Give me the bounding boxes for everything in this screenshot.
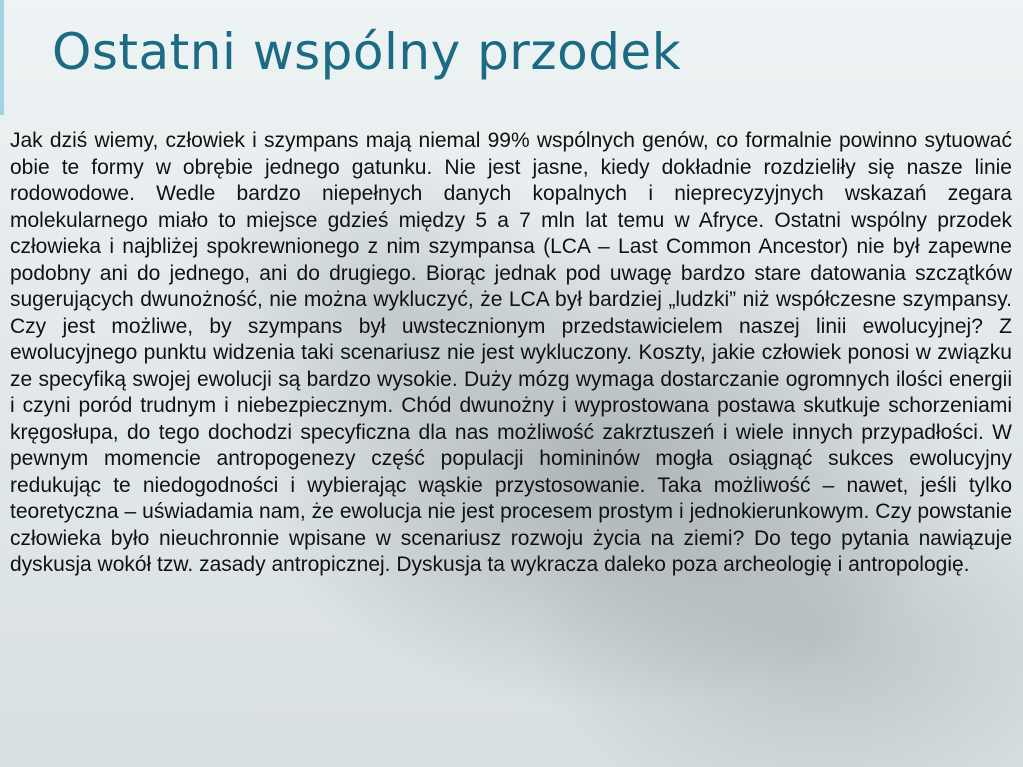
slide-body-text: Jak dziś wiemy, człowiek i szympans mają niemal 99% wspólnych genów, co formalnie powinno sytuować obie te formy w obrębie jednego gatunku. Nie jest jasne, kiedy dokładnie rozdzieliły się nasze linie rodowodowe. Wedle bardzo niepełnych danych kopalnych i nieprecyzyjnych wskazań zegara molekularnego miało to miejsce gdzieś między 5 a 7 mln lat temu w Afryce. Ostatni wspólny przodek człowieka i najbliżej spokrewnionego z nim szympansa (LCA – Last Common Ancestor) nie był zapewne podobny ani do jednego, ani do drugiego. Biorąc jednak pod uwagę bardzo stare datowania szczątków sugerujących dwunożność, nie można wykluczyć, że LCA był bardziej „ludzki” niż współczesne szympansy. Czy jest możliwe, by szympans był uwstecznionym przedstawicielem naszej linii ewolucyjnej? Z ewolucyjnego punktu widzenia taki scenariusz nie jest wykluczony. Koszty, jakie człowiek ponosi w związku ze specyfiką swojej ewolucji są bardzo wysokie. Duży mózg wymaga dostarczanie ogromnych ilości energii i czyni poród trudnym i niebezpiecznym. Chód dwunożny i wyprostowana postawa skutkuje schorzeniami kręgosłupa, do tego dochodzi specyficzna dla nas możliwość zakrztuszeń i wiele innych przypadłości. W pewnym momencie antropogenezy część populacji homininów mogła osiągnąć sukces ewolucyjny redukując te niedogodności i wybierając wąskie przystosowanie. Taka możliwość – nawet, jeśli tylko teoretyczna – uświadamia nam, że ewolucja nie jest procesem prostym i jednokierunkowym. Czy powstanie człowieka było nieuchronnie wpisane w scenariusz rozwoju życia na ziemi? Do tego pytania nawiązuje dyskusja wokół tzw. zasady antropicznej. Dyskusja ta wykracza daleko poza archeologię i antropologię.: [10, 129, 1012, 576]
accent-bar: [0, 0, 4, 115]
slide-title: Ostatni wspólny przodek: [52, 23, 682, 81]
